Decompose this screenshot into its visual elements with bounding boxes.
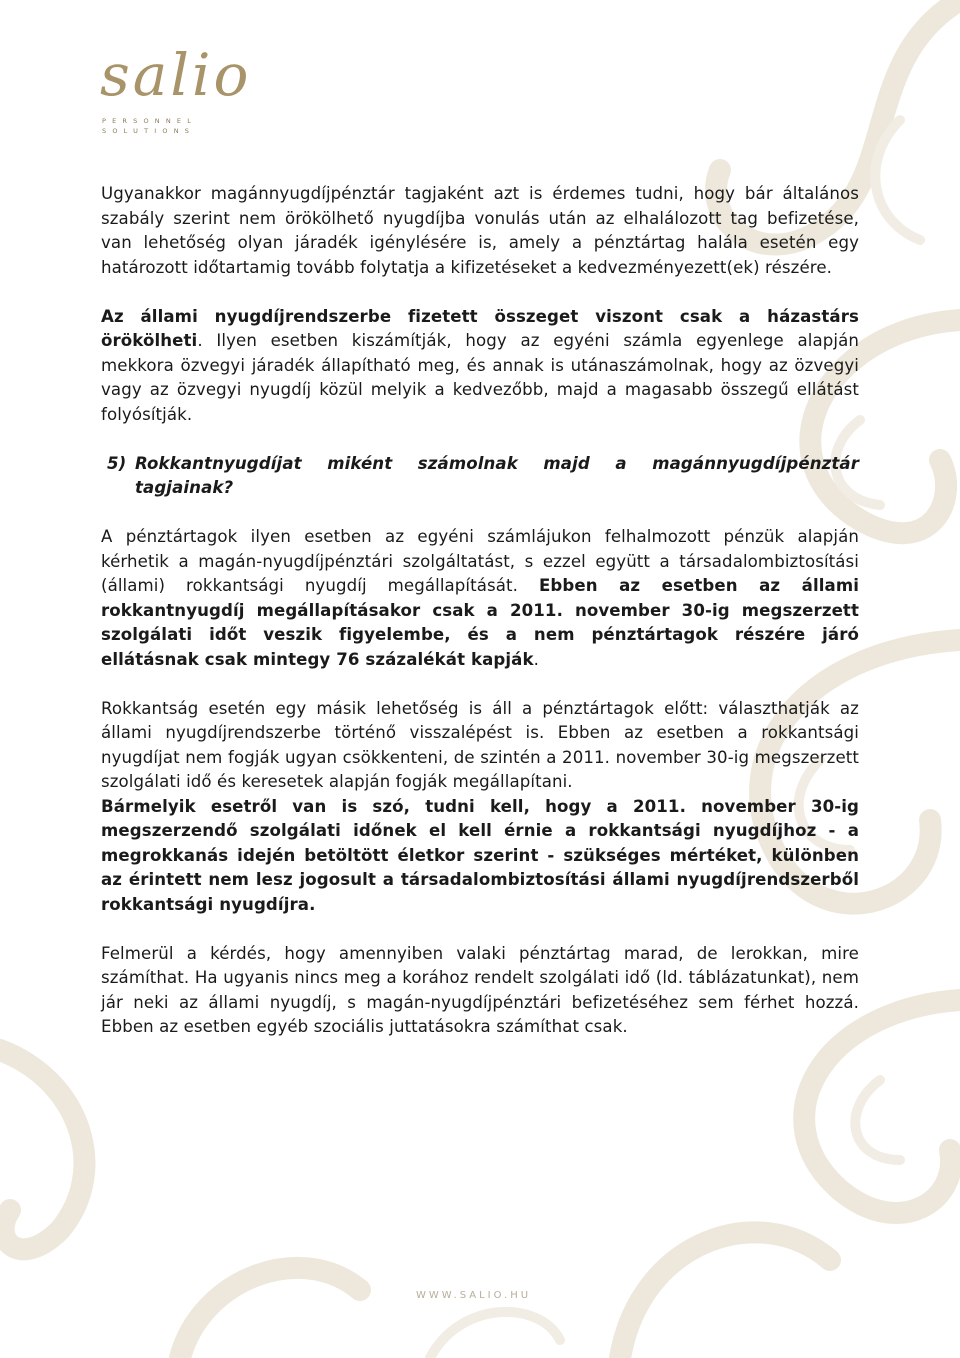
logo-wordmark: salio	[100, 41, 252, 109]
paragraph-2-bold: Az állami nyugdíjrendszerbe fizetett összeget viszont csak a házastárs örökölheti	[101, 306, 859, 350]
salio-logo	[98, 41, 252, 142]
paragraph-3	[101, 525, 859, 672]
paragraph-3-end: .	[533, 649, 539, 669]
logo-tagline-line2: SOLUTIONS	[102, 127, 196, 135]
paragraph-5	[101, 795, 859, 918]
heading-text: Rokkantnyugdíjat miként számolnak majd a magánnyugdíjpénztár tagjainak?	[135, 453, 859, 497]
paragraph-5-bold: Bármelyik esetről van is szó, tudni kell, hogy a 2011. november 30-ig megszerzendő szolgálati időnek el kell érnie a rokkantsági nyugdíjhoz - a megrokkanás idején betöltött életkor szerint - szükséges mértéket, különben az érintett nem lesz jogosult a társadalombiztosítási állami nyugdíjrendszerből rokkantsági nyugdíjra.	[101, 796, 859, 914]
logo-tagline-line1: PERSONNEL	[102, 117, 198, 125]
paragraph-3-plain: A pénztártagok ilyen esetben az egyéni számlájukon felhalmozott pénzük alapján kérhetik a magán-nyugdíjpénztári szolgáltatást, s ezzel együtt a társadalombiztosítási (állami) rokkantsági nyugdíj megállapítását.	[101, 527, 859, 595]
footer-url: WWW.SALIO.HU	[416, 1290, 532, 1301]
paragraph-2-rest: . Ilyen esetben kiszámítják, hogy az egyéni számla egyenlege alapján mekkora özvegyi járadék állapítható meg, és annak is utánaszámolnak, hogy az özvegyi vagy az özvegyi nyugdíj közül melyik a kedvezőbb, majd a magasabb összegű ellátást folyósítják.	[101, 331, 859, 424]
section-heading-5	[101, 452, 859, 501]
paragraph-4: Rokkantság esetén egy másik lehetőség is áll a pénztártagok előtt: választhatják az állami nyugdíjrendszerbe történő visszalépést is. Ebben az esetben a rokkantsági nyugdíjat nem fogják ugyan csökkenteni, de szintén a 2011. november 30-ig megszerzett szolgálati idő és keresetek alapján fogják megállapítani.	[101, 698, 859, 791]
paragraph-1: Ugyanakkor magánnyugdíjpénztár tagjaként azt is érdemes tudni, hogy bár általános szabály szerint nem örökölhető nyugdíjba vonulás után az elhalálozott tag befizetése, van lehetőség olyan járadék igénylésére is, amely a pénztártag halála esetén egy határozott időtartamig tovább folytatja a kifizetéseket a kedvezményezett(ek) részére.	[101, 184, 859, 277]
paragraph-3-bold: Ebben az esetben az állami rokkantnyugdíj megállapításakor csak a 2011. november 30-ig megszerzett szolgálati időt veszik figyelembe, és a nem pénztártagok részére járó ellátásnak csak mintegy 76 százalékát kapják	[101, 576, 859, 669]
document-body	[101, 182, 859, 1040]
paragraph-6: Felmerül a kérdés, hogy amennyiben valaki pénztártag marad, de lerokkan, mire számíthat. Ha ugyanis nincs meg a korához rendelt szolgálati idő (ld. táblázatunkat), nem jár neki az állami nyugdíj, s magán-nyugdíjpénztári befizetéséhez sem férhet hozzá. Ebben az esetben egyéb szociális juttatásokra számíthat csak.	[101, 943, 859, 1036]
paragraph-2	[101, 305, 859, 428]
heading-number: 5)	[107, 453, 127, 473]
